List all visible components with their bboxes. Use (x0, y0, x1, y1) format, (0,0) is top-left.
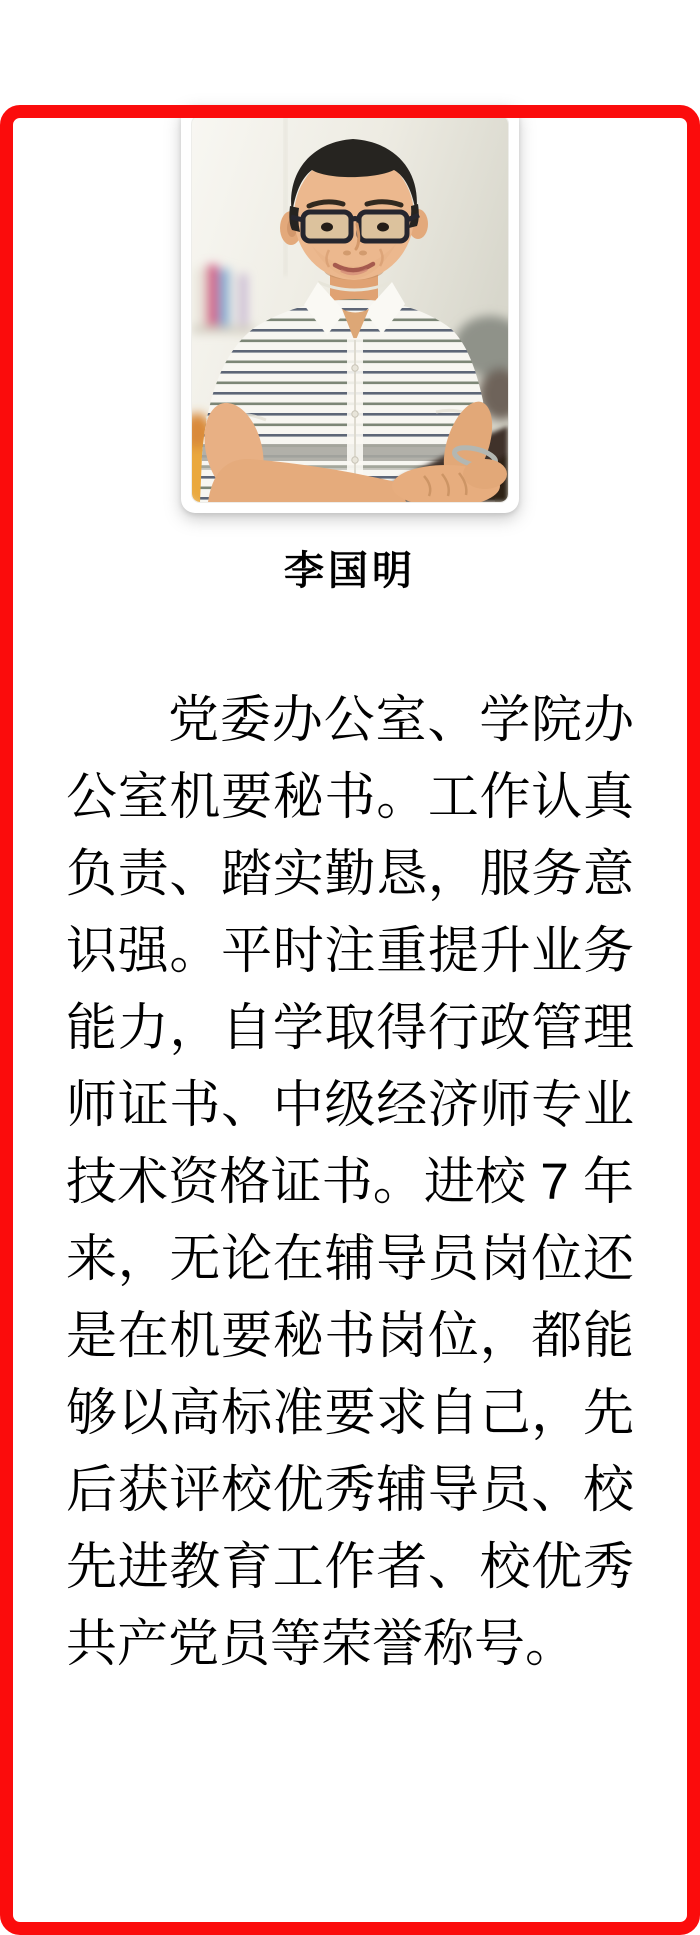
red-frame-border (0, 105, 700, 1935)
person-name: 李国明 (284, 549, 416, 593)
bio-paragraph: 党委办公室、学院办公室机要秘书。工作认真负责、踏实勤恳，服务意识强。平时注重提升业务能力，自学取得行政管理师证书、中级经济师专业技术资格证书。进校 7 年来，无论在辅导员岗位还是在机要秘书岗位，都能够以高标准要求自己，先后获评校优秀辅导员、校先进教育工作者、校优秀共产党员等荣誉称号。 (66, 691, 634, 1672)
